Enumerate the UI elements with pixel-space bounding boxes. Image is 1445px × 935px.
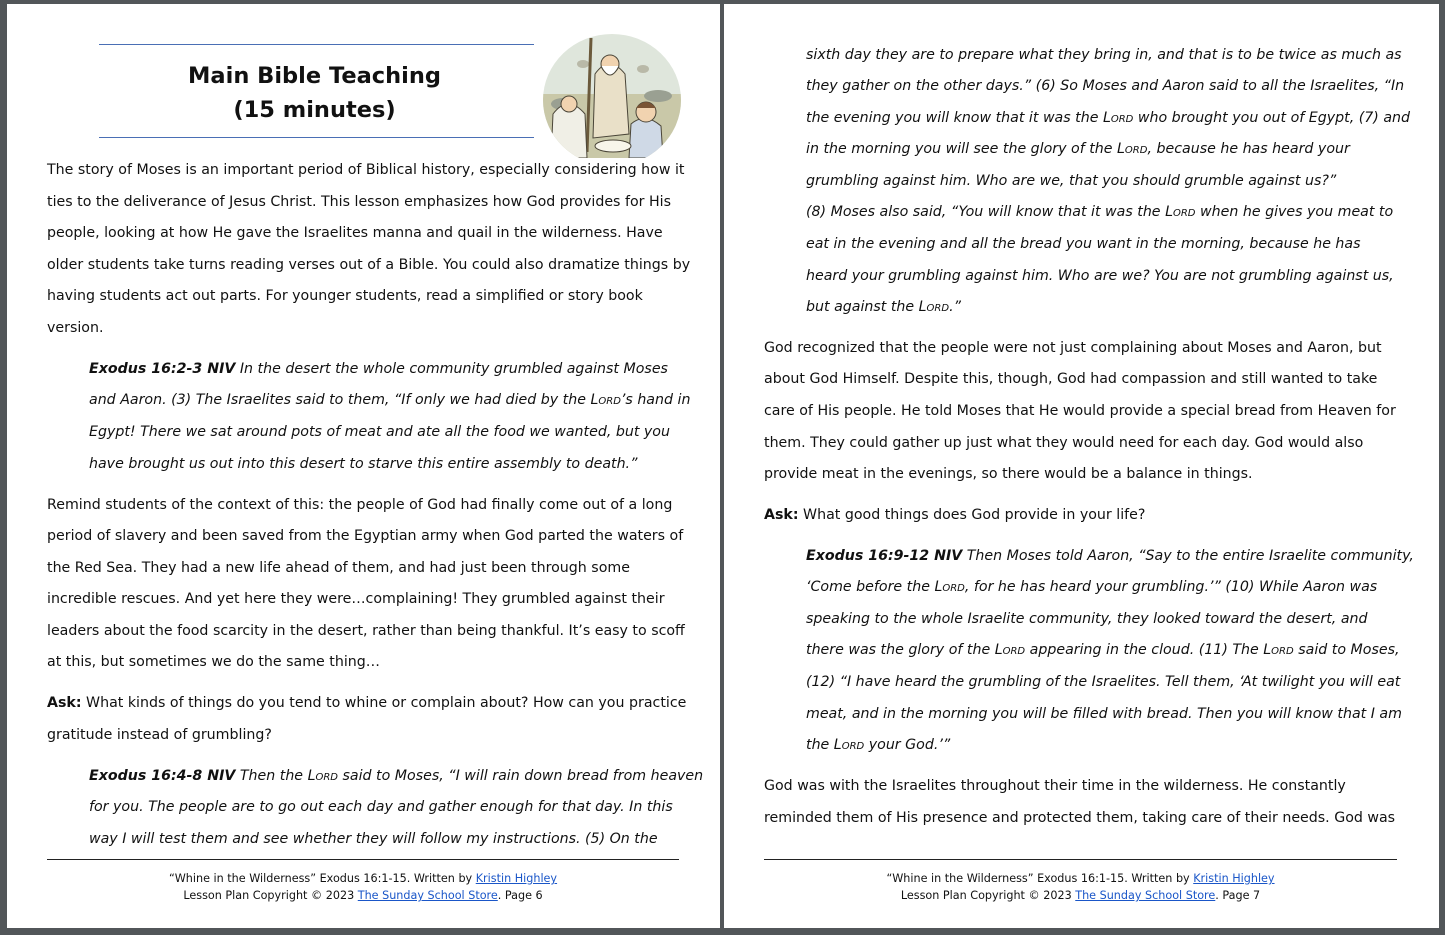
verse-line: the evening you will know that it was the Lord who brought you out of Egypt, (7) and: [806, 110, 1411, 126]
verse-line: for you. The people are to go out each day and gather enough for that day. In this: [89, 799, 673, 815]
verse-line: they gather on the other days.” (6) So Moses and Aaron said to all the Israelites, “In: [806, 78, 1405, 94]
remind-line: Remind students of the context of this: the people of God had finally come out of a long: [47, 497, 673, 513]
body-line: God recognized that the people were not just complaining about Moses and Aaron, but: [764, 340, 1382, 356]
verse-line: way I will test them and see whether they will follow my instructions. (5) On the: [89, 831, 658, 847]
verse-reference: Exodus 16:9-12 NIV: [806, 548, 963, 564]
title-rule-bottom: [99, 137, 534, 138]
store-link[interactable]: The Sunday School Store: [357, 889, 498, 902]
moses-illustration: [543, 34, 681, 158]
author-link[interactable]: Kristin Highley: [475, 872, 558, 885]
page-number: . Page 6: [497, 889, 543, 902]
body-line: provide meat in the evenings, so there would be a balance in things.: [764, 466, 1253, 482]
verse-line: sixth day they are to prepare what they bring in, and that is to be twice as much as: [806, 47, 1402, 63]
intro-line: version.: [47, 320, 104, 336]
ask-label: Ask:: [764, 507, 799, 523]
intro-line: ties to the deliverance of Jesus Christ. This lesson emphasizes how God provides for His: [47, 194, 671, 210]
verse-line: Exodus 16:2-3 NIV In the desert the whole community grumbled against Moses: [89, 361, 668, 377]
section-subtitle: (15 minutes): [233, 97, 396, 123]
remind-line: the Red Sea. They had a new life ahead of them, and had just been through some: [47, 560, 630, 576]
verse-line: eat in the evening and all the bread you want in the morning, because he has: [806, 236, 1361, 252]
intro-line: The story of Moses is an important period of Biblical history, especially considering how it: [47, 162, 685, 178]
remind-line: leaders about the food scarcity in the desert, rather than being thankful. It’s easy to scoff: [47, 623, 685, 639]
footer-copyright: Lesson Plan Copyright © 2023 The Sunday School Store. Page 6: [183, 889, 543, 902]
body-line: them. They could gather up just what they would need for each day. God would also: [764, 435, 1364, 451]
verse-line: grumbling against him. Who are we, that you should grumble against us?”: [806, 173, 1337, 189]
verse-line: but against the Lord.”: [806, 299, 961, 315]
body-line: God was with the Israelites throughout their time in the wilderness. He constantly: [764, 778, 1346, 794]
verse-line: Egypt! There we sat around pots of meat and ate all the food we wanted, but you: [89, 424, 670, 440]
verse-line: (12) “I have heard the grumbling of the Israelites. Tell them, ‘At twilight you will eat: [806, 674, 1401, 690]
intro-line: having students act out parts. For younger students, read a simplified or story book: [47, 288, 643, 304]
verse-reference: Exodus 16:2-3 NIV: [89, 361, 236, 377]
verse-line: heard your grumbling against him. Who are we? You are not grumbling against us,: [806, 268, 1394, 284]
verse-line: Exodus 16:9-12 NIV Then Moses told Aaron, “Say to the entire Israelite community,: [806, 548, 1414, 564]
verse-line: and Aaron. (3) The Israelites said to them, “If only we had died by the Lord’s hand in: [89, 392, 691, 408]
body-line: about God Himself. Despite this, though, God had compassion and still wanted to take: [764, 371, 1378, 387]
ask-question: Ask: What good things does God provide in your life?: [764, 507, 1146, 523]
footer-rule: [764, 859, 1397, 860]
ask-question: Ask: What kinds of things do you tend to whine or complain about? How can you practice: [47, 695, 687, 711]
body-line: care of His people. He told Moses that He would provide a special bread from Heaven for: [764, 403, 1396, 419]
title-rule-top: [99, 44, 534, 45]
body-line: reminded them of His presence and protected them, taking care of their needs. God was: [764, 810, 1396, 826]
verse-line: speaking to the whole Israelite community, they looked toward the desert, and: [806, 611, 1368, 627]
verse-line: have brought us out into this desert to starve this entire assembly to death.”: [89, 456, 638, 472]
intro-line: people, looking at how He gave the Israelites manna and quail in the wilderness. Have: [47, 225, 663, 241]
verse-line: there was the glory of the Lord appearing in the cloud. (11) The Lord said to Moses,: [806, 642, 1400, 658]
verse-line: ‘Come before the Lord, for he has heard your grumbling.’” (10) While Aaron was: [806, 579, 1378, 595]
author-link[interactable]: Kristin Highley: [1193, 872, 1275, 885]
page-number: . Page 7: [1215, 889, 1261, 902]
page-7: [724, 4, 1439, 928]
verse-line: meat, and in the morning you will be filled with bread. Then you will know that I am: [806, 706, 1402, 722]
footer-credit: “Whine in the Wilderness” Exodus 16:1-15. Written by Kristin Highley: [168, 872, 558, 885]
footer-credit: “Whine in the Wilderness” Exodus 16:1-15. Written by Kristin Highley: [886, 872, 1275, 885]
ask-question-cont: gratitude instead of grumbling?: [47, 727, 272, 743]
remind-line: incredible rescues. And yet here they were…complaining! They grumbled against their: [47, 591, 665, 607]
ask-label: Ask:: [47, 695, 82, 711]
remind-line: at this, but sometimes we do the same thing…: [47, 654, 380, 670]
verse-reference: Exodus 16:4-8 NIV: [89, 768, 236, 784]
verse-line: the Lord your God.’”: [806, 737, 951, 753]
intro-line: older students take turns reading verses out of a Bible. You could also dramatize things by: [47, 257, 691, 273]
section-title: Main Bible Teaching: [188, 63, 441, 89]
store-link[interactable]: The Sunday School Store: [1075, 889, 1216, 902]
footer-rule: [47, 859, 679, 860]
verse-line: in the morning you will see the glory of the Lord, because he has heard your: [806, 141, 1350, 157]
page-6: [7, 4, 720, 928]
remind-line: period of slavery and been saved from the Egyptian army when God parted the waters of: [47, 528, 684, 544]
verse-line: Exodus 16:4-8 NIV Then the Lord said to Moses, “I will rain down bread from heaven: [89, 768, 704, 784]
footer-copyright: Lesson Plan Copyright © 2023 The Sunday School Store. Page 7: [900, 889, 1261, 902]
verse-line: (8) Moses also said, “You will know that it was the Lord when he gives you meat to: [806, 204, 1394, 220]
